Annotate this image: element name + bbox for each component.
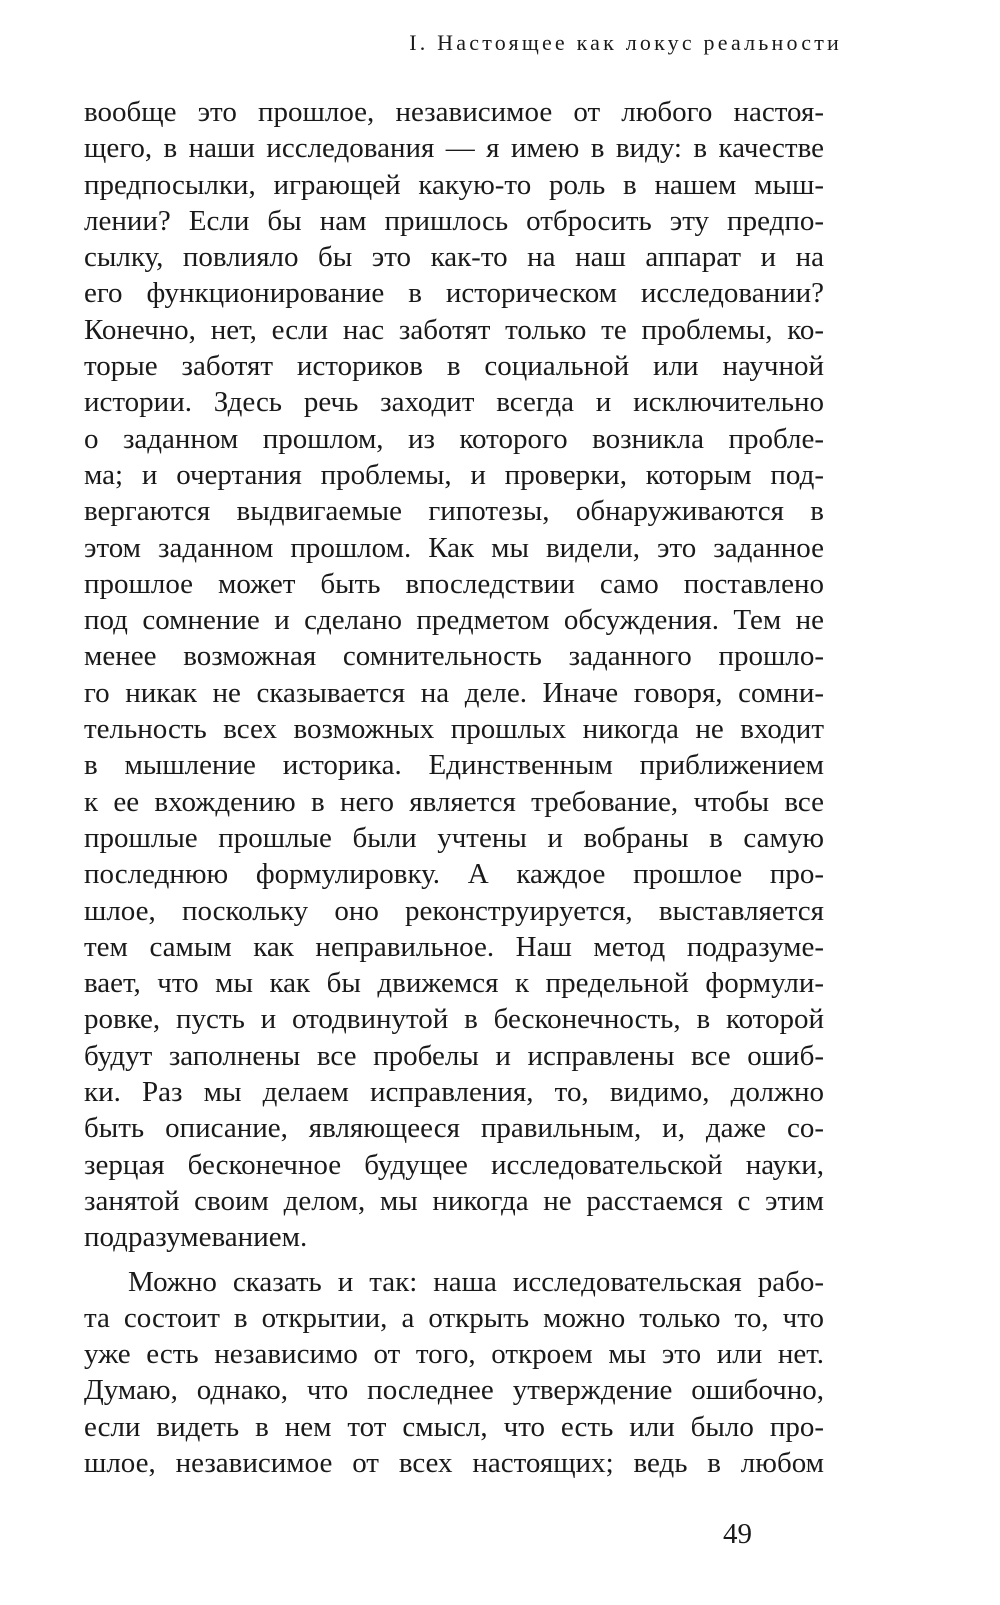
text-line: последнюю формулировку. А каждое прошлое про- xyxy=(84,858,824,891)
paragraph-2 xyxy=(84,1264,824,1482)
text-line: истории. Здесь речь заходит всегда и исключительно xyxy=(84,386,824,419)
text-line: зерцая бесконечное будущее исследовательской науки, xyxy=(84,1148,824,1181)
text-line: вергаются выдвигаемые гипотезы, обнаруживаются в xyxy=(84,495,824,528)
text-line: предпосылки, играющей какую-то роль в нашем мыш- xyxy=(84,168,824,201)
text-line: менее возможная сомнительность заданного прошло- xyxy=(84,640,824,673)
text-line: щего, в наши исследования — я имею в виду: в качестве xyxy=(84,132,824,165)
text-line: будут заполнены все пробелы и исправлены все ошиб- xyxy=(84,1039,824,1072)
running-head: I. Настоящее как локус реальности xyxy=(409,30,842,55)
text-line: шлое, поскольку оно реконструируется, выставляется xyxy=(84,894,824,927)
text-line: Можно сказать и так: наша исследовательская рабо- xyxy=(128,1265,824,1298)
text-line: ма; и очертания проблемы, и проверки, которым под- xyxy=(84,458,824,491)
text-line: уже есть независимо от того, откроем мы это или нет. xyxy=(84,1338,824,1371)
text-line: ки. Раз мы делаем исправления, то, видимо, должно xyxy=(84,1076,824,1109)
text-line: его функционирование в историческом исследовании? xyxy=(84,277,824,310)
text-line: подразумеванием. xyxy=(84,1221,308,1254)
text-line: тельность всех возможных прошлых никогда не входит xyxy=(84,713,824,746)
body-text xyxy=(84,94,824,1481)
text-line: этом заданном прошлом. Как мы видели, это заданное xyxy=(84,531,824,564)
text-line: торые заботят историков в социальной или научной xyxy=(84,350,824,383)
text-line: лении? Если бы нам пришлось отбросить эту предпо- xyxy=(84,204,824,237)
text-line: ровке, пусть и отодвинутой в бесконечность, в которой xyxy=(84,1003,824,1036)
text-line: тем самым как неправильное. Наш метод подразуме- xyxy=(84,930,824,963)
text-line: прошлые прошлые были учтены и вобраны в самую xyxy=(84,821,824,854)
paragraph-gap xyxy=(84,1256,824,1264)
text-line: прошлое может быть впоследствии само поставлено xyxy=(84,567,824,600)
text-line: занятой своим делом, мы никогда не расстаемся с этим xyxy=(84,1184,824,1217)
text-line: та состоит в открытии, а открыть можно только то, что xyxy=(84,1301,824,1334)
text-line: в мышление историка. Единственным приближением xyxy=(84,749,824,782)
text-line: быть описание, являющееся правильным, и, даже со- xyxy=(84,1112,824,1145)
text-line: вает, что мы как бы движемся к предельной формули- xyxy=(84,967,824,1000)
text-line: шлое, независимое от всех настоящих; ведь в любом xyxy=(84,1446,824,1479)
page-number: 49 xyxy=(723,1518,752,1550)
text-line: о заданном прошлом, из которого возникла пробле- xyxy=(84,422,824,455)
text-line: Думаю, однако, что последнее утверждение ошибочно, xyxy=(84,1374,824,1407)
text-line: если видеть в нем тот смысл, что есть или было про- xyxy=(84,1410,824,1443)
text-line: под сомнение и сделано предметом обсуждения. Тем не xyxy=(84,604,824,637)
text-line: сылку, повлияло бы это как-то на наш аппарат и на xyxy=(84,241,824,274)
text-line: Конечно, нет, если нас заботят только те проблемы, ко- xyxy=(84,313,824,346)
text-line: го никак не сказывается на деле. Иначе говоря, сомни- xyxy=(84,676,824,709)
text-line: к ее вхождению в него является требование, чтобы все xyxy=(84,785,824,818)
text-line: вообще это прошлое, независимое от любого настоя- xyxy=(84,96,824,128)
paragraph-1 xyxy=(84,94,824,1256)
